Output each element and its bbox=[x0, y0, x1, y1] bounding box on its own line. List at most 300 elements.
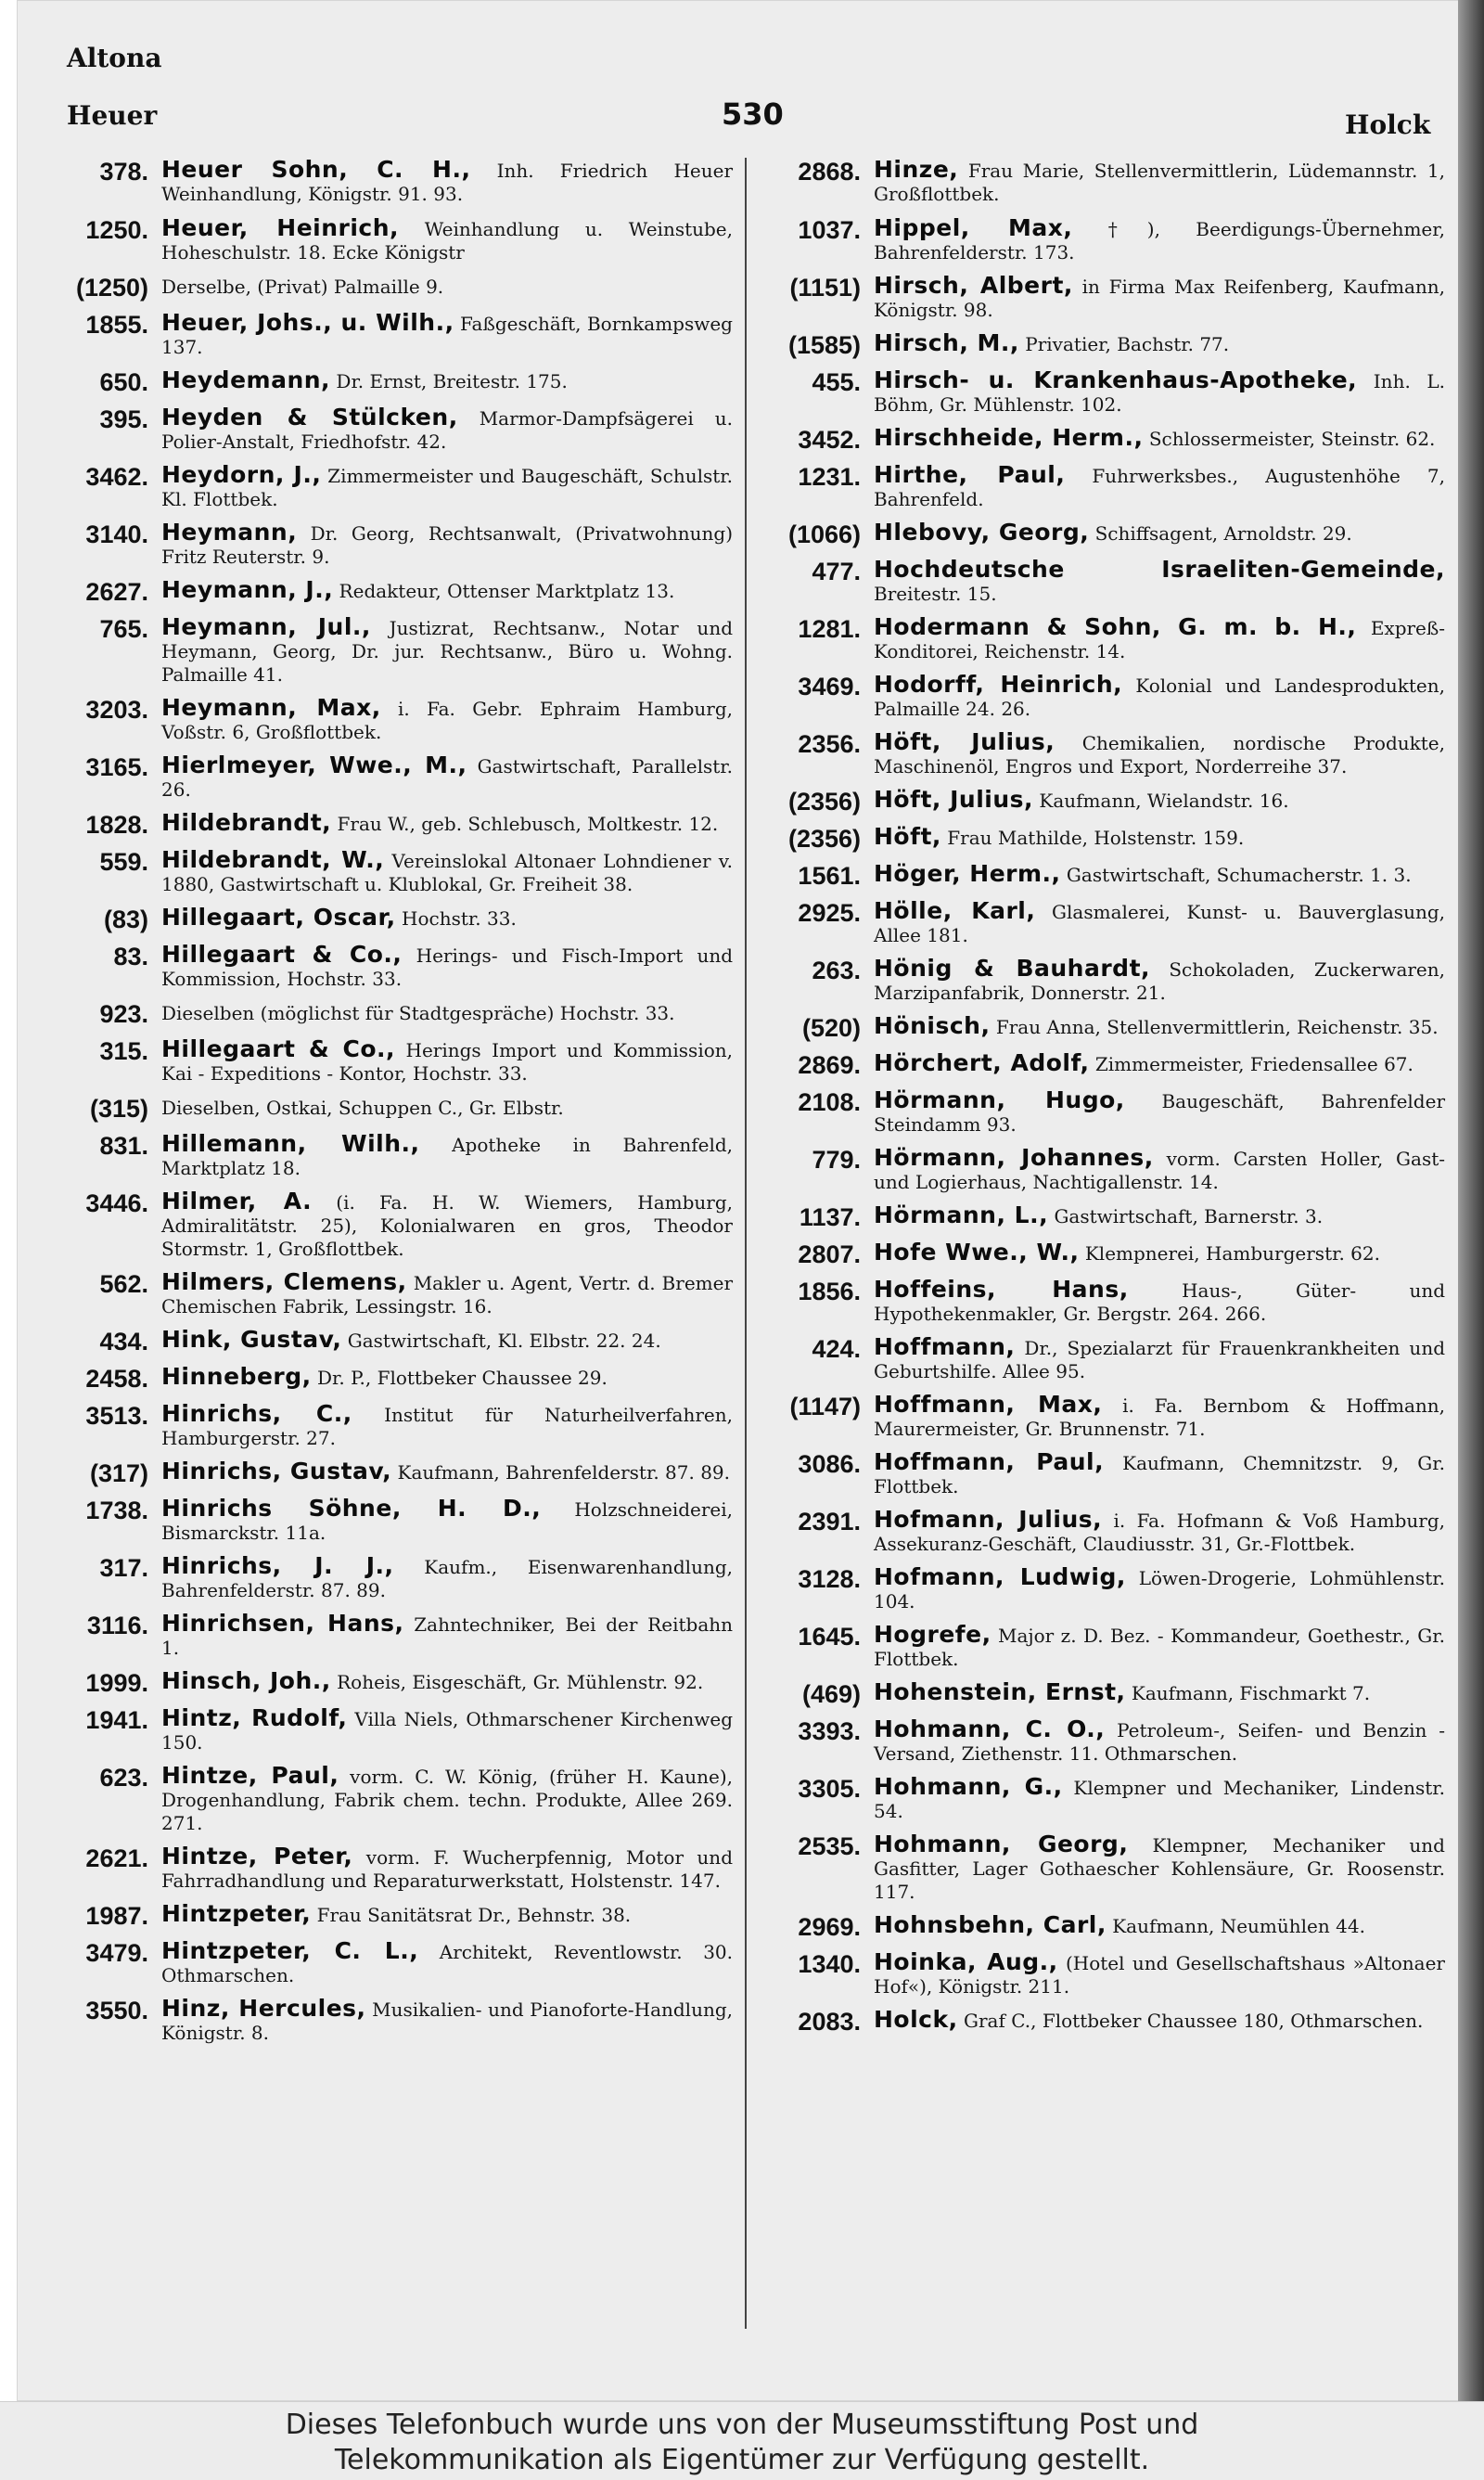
subscriber-details: Hochstr. 33. bbox=[402, 907, 517, 930]
phone-number: 315. bbox=[99, 1037, 148, 1065]
phone-number: 395. bbox=[99, 405, 148, 433]
phone-number: (2356) bbox=[787, 788, 861, 816]
subscriber-details: Kolonial und Landesprodukten, Palmaille 24. 26. bbox=[874, 675, 1446, 720]
subscriber-details: Glasmalerei, Kunst- u. Bauverglasung, Allee 181. bbox=[874, 901, 1445, 946]
subscriber-details: Justizrat, Rechtsanw., Notar und Heymann, Georg, Dr. jur. Rechtsanw., Büro u. Wohng. Palmaille 41. bbox=[161, 617, 733, 686]
entry-text bbox=[161, 1037, 733, 1086]
entry-text bbox=[874, 2008, 1445, 2033]
directory-entry bbox=[749, 1203, 1445, 1231]
entry-text bbox=[161, 906, 733, 931]
phone-number: 317. bbox=[99, 1554, 148, 1582]
directory-entry bbox=[37, 1669, 733, 1697]
subscriber-name: Hohmann, G., bbox=[874, 1773, 1063, 1800]
phone-number: 378. bbox=[99, 158, 148, 186]
subscriber-details: Klempner, Mechaniker und Gasfitter, Lager Gothaescher Kohlensäure, Gr. Roosenstr. 117. bbox=[874, 1834, 1445, 1903]
directory-entry bbox=[37, 1497, 733, 1545]
directory-entry bbox=[37, 1902, 733, 1930]
subscriber-details: Zahntechniker, Bei der Reitbahn 1. bbox=[161, 1613, 733, 1659]
subscriber-name: Hodermann & Sohn, G. m. b. H., bbox=[874, 613, 1357, 640]
phone-number: 1137. bbox=[799, 1203, 861, 1231]
entry-text bbox=[161, 1706, 733, 1754]
entry-text bbox=[161, 1497, 733, 1545]
entry-text bbox=[874, 1203, 1445, 1228]
directory-entry bbox=[37, 1612, 733, 1660]
phone-number: 3165. bbox=[85, 753, 148, 781]
entry-text bbox=[874, 1335, 1445, 1383]
directory-entry bbox=[37, 1000, 733, 1028]
directory-entry bbox=[749, 1950, 1445, 1998]
subscriber-details: Kaufmann, Chemnitzstr. 9, Gr. Flottbek. bbox=[874, 1452, 1446, 1497]
entry-text bbox=[874, 1680, 1445, 1705]
entry-text bbox=[161, 943, 733, 991]
page-number: 530 bbox=[722, 96, 784, 132]
subscriber-details: Apotheke in Bahrenfeld, Marktplatz 18. bbox=[161, 1134, 734, 1179]
directory-entry bbox=[37, 1132, 733, 1180]
subscriber-details: i. Fa. Gebr. Ephraim Hamburg, Voßstr. 6, Großflottbek. bbox=[161, 698, 734, 743]
subscriber-name: Hinrichs, Gustav, bbox=[161, 1458, 392, 1484]
subscriber-name: Hintzpeter, bbox=[161, 1900, 312, 1927]
subscriber-details: Frau Marie, Stellenvermittlerin, Lüdemannstr. 1, Großflottbek. bbox=[874, 160, 1446, 205]
directory-entry bbox=[749, 274, 1445, 322]
directory-entry bbox=[749, 1832, 1445, 1904]
directory-entry bbox=[749, 1450, 1445, 1498]
subscriber-name: Höger, Herm., bbox=[874, 860, 1061, 887]
subscriber-name: Hilmers, Clemens, bbox=[161, 1268, 407, 1295]
subscriber-details: Inh. L. Böhm, Gr. Mühlenstr. 102. bbox=[874, 370, 1446, 416]
phone-number: 3203. bbox=[85, 696, 148, 724]
directory-entry bbox=[37, 368, 733, 396]
subscriber-name: Hildebrandt, W., bbox=[161, 846, 385, 873]
subscriber-details: Makler u. Agent, Vertr. d. Bremer Chemischen Fabrik, Lessingstr. 16. bbox=[161, 1272, 734, 1317]
phone-number: (315) bbox=[89, 1095, 148, 1123]
subscriber-name: Heydorn, J., bbox=[161, 461, 322, 488]
subscriber-name: Hohmann, C. O., bbox=[874, 1715, 1106, 1742]
phone-number: (2356) bbox=[787, 825, 861, 853]
subscriber-name: Höft, Julius, bbox=[874, 728, 1055, 755]
directory-entry bbox=[37, 1554, 733, 1602]
entry-text bbox=[161, 1328, 733, 1353]
subscriber-details: Musikalien- und Pianoforte-Handlung, Königstr. 8. bbox=[161, 1998, 733, 2044]
directory-entry bbox=[749, 957, 1445, 1005]
phone-number: 1855. bbox=[85, 311, 148, 339]
phone-number: 3393. bbox=[798, 1717, 861, 1745]
phone-number: (1066) bbox=[787, 520, 861, 548]
subscriber-name: Höft, Julius, bbox=[874, 786, 1034, 813]
directory-entry bbox=[37, 1189, 733, 1261]
subscriber-details: Zimmermeister und Baugeschäft, Schulstr. Kl. Flottbek. bbox=[161, 465, 733, 510]
phone-number: 650. bbox=[99, 368, 148, 396]
subscriber-details: Vereinslokal Altonaer Lohndiener v. 1880, Gastwirtschaft u. Klublokal, Gr. Freiheit 38. bbox=[161, 850, 734, 895]
subscriber-details: Dieselben (möglichst für Stadtgespräche) Hochstr. 33. bbox=[161, 1002, 675, 1024]
subscriber-name: Heymann, J., bbox=[161, 576, 334, 603]
phone-number: 2621. bbox=[85, 1844, 148, 1872]
entry-text bbox=[874, 1832, 1445, 1904]
phone-number: 2925. bbox=[798, 899, 861, 927]
phone-number: 2535. bbox=[798, 1832, 861, 1860]
phone-number: 424. bbox=[812, 1335, 861, 1363]
subscriber-name: Hönisch, bbox=[874, 1012, 991, 1039]
directory-entry bbox=[749, 1623, 1445, 1671]
directory-entry bbox=[37, 311, 733, 359]
phone-number: 831. bbox=[99, 1132, 148, 1160]
directory-entry bbox=[749, 1913, 1445, 1941]
subscriber-details: Gastwirtschaft, Barnerstr. 3. bbox=[1054, 1205, 1324, 1227]
directory-entry bbox=[37, 1939, 733, 1987]
directory-entry bbox=[37, 463, 733, 511]
subscriber-name: Hörchert, Adolf, bbox=[874, 1049, 1090, 1076]
phone-number: 3305. bbox=[798, 1775, 861, 1803]
directory-entry bbox=[37, 906, 733, 933]
entry-text bbox=[874, 1623, 1445, 1671]
phone-number: 455. bbox=[812, 368, 861, 396]
directory-entry bbox=[749, 862, 1445, 890]
phone-number: 3140. bbox=[85, 520, 148, 548]
subscriber-name: Heymann, Max, bbox=[161, 694, 381, 721]
directory-entry bbox=[749, 331, 1445, 359]
phone-number: 1340. bbox=[798, 1950, 861, 1978]
subscriber-name: Hippel, Max, bbox=[874, 214, 1073, 241]
subscriber-details: Frau Anna, Stellenvermittlerin, Reichenstr. 35. bbox=[995, 1016, 1439, 1038]
directory-entry bbox=[749, 1680, 1445, 1708]
subscriber-name: Hillegaart & Co., bbox=[161, 1035, 395, 1062]
directory-entry bbox=[749, 158, 1445, 206]
entry-text bbox=[874, 558, 1445, 606]
subscriber-details: Chemikalien, nordische Produkte, Maschinenöl, Engros und Export, Norderreihe 37. bbox=[874, 732, 1445, 777]
subscriber-details: in Firma Max Reifenberg, Kaufmann, Königstr. 98. bbox=[874, 276, 1445, 321]
phone-number: 2868. bbox=[798, 158, 861, 186]
directory-entry bbox=[37, 1997, 733, 2045]
phone-number: 3479. bbox=[85, 1939, 148, 1967]
entry-text bbox=[161, 1095, 733, 1120]
subscriber-name: Heyden & Stülcken, bbox=[161, 404, 458, 430]
subscriber-name: Hochdeutsche Israeliten-Gemeinde, bbox=[874, 556, 1445, 583]
entry-text bbox=[874, 1565, 1445, 1613]
entry-text bbox=[161, 216, 733, 264]
subscriber-name: Hörmann, Johannes, bbox=[874, 1144, 1154, 1171]
entry-text bbox=[874, 1051, 1445, 1076]
subscriber-details: Dr. Georg, Rechtsanwalt, (Privatwohnung) Fritz Reuterstr. 9. bbox=[161, 522, 733, 568]
directory-entry bbox=[749, 1240, 1445, 1268]
entry-text bbox=[161, 1000, 733, 1025]
subscriber-details: Fuhrwerksbes., Augustenhöhe 7, Bahrenfeld. bbox=[874, 465, 1445, 510]
subscriber-details: Frau Mathilde, Holstenstr. 159. bbox=[947, 827, 1245, 849]
phone-number: 1231. bbox=[798, 463, 861, 491]
entry-text bbox=[161, 1132, 733, 1180]
entry-text bbox=[874, 862, 1445, 887]
subscriber-name: Hinrichs Söhne, H. D., bbox=[161, 1495, 542, 1522]
subscriber-details: Derselbe, (Privat) Palmaille 9. bbox=[161, 276, 444, 298]
phone-number: 3462. bbox=[85, 463, 148, 491]
phone-number: 83. bbox=[113, 943, 148, 970]
directory-entry bbox=[749, 1717, 1445, 1766]
subscriber-name: Hoffmann, Max, bbox=[874, 1391, 1103, 1418]
directory-entry bbox=[37, 1095, 733, 1123]
directory-entry bbox=[37, 1402, 733, 1450]
subscriber-name: Hilmer, A. bbox=[161, 1188, 313, 1214]
directory-entry bbox=[749, 1088, 1445, 1137]
subscriber-details: Graf C., Flottbeker Chaussee 180, Othmarschen. bbox=[963, 2010, 1424, 2032]
directory-entry bbox=[37, 848, 733, 896]
entry-text bbox=[874, 1146, 1445, 1194]
phone-number: 1645. bbox=[798, 1623, 861, 1651]
subscriber-name: Hinrichs, C., bbox=[161, 1400, 352, 1427]
phone-number: (83) bbox=[103, 906, 148, 933]
subscriber-name: Hohenstein, Ernst, bbox=[874, 1678, 1126, 1705]
directory-entry bbox=[749, 2008, 1445, 2036]
entry-text bbox=[874, 1088, 1445, 1137]
subscriber-name: Holck, bbox=[874, 2006, 958, 2033]
entry-text bbox=[161, 1844, 733, 1893]
directory-entry bbox=[37, 1328, 733, 1356]
entry-text bbox=[874, 216, 1445, 264]
entry-text bbox=[161, 520, 733, 569]
phone-number: 263. bbox=[812, 957, 861, 984]
entry-text bbox=[874, 1450, 1445, 1498]
phone-number: 3116. bbox=[86, 1612, 148, 1639]
directory-entry bbox=[749, 788, 1445, 816]
subscriber-name: Hinze, bbox=[874, 156, 959, 183]
entry-text bbox=[161, 1402, 733, 1450]
subscriber-details: Löwen-Drogerie, Lohmühlenstr. 104. bbox=[874, 1567, 1445, 1613]
subscriber-name: Heymann, bbox=[161, 519, 298, 546]
entry-text bbox=[874, 1717, 1445, 1766]
phone-number: (1151) bbox=[789, 274, 861, 302]
directory-entry bbox=[749, 558, 1445, 606]
subscriber-details: Klempnerei, Hamburgerstr. 62. bbox=[1084, 1242, 1380, 1265]
subscriber-name: Hirsch- u. Krankenhaus-Apotheke, bbox=[874, 366, 1358, 393]
subscriber-details: Klempner und Mechaniker, Lindenstr. 54. bbox=[874, 1777, 1445, 1822]
subscriber-details: Kaufmann, Neumühlen 44. bbox=[1112, 1915, 1365, 1937]
phone-number: 2969. bbox=[798, 1913, 861, 1941]
entry-text bbox=[161, 158, 733, 206]
directory-entry bbox=[749, 1051, 1445, 1079]
subscriber-details: vorm. F. Wucherpfennig, Motor und Fahrradhandlung und Reparaturwerkstatt, Holstenstr. 147. bbox=[161, 1846, 733, 1892]
subscriber-name: Hörmann, L., bbox=[874, 1201, 1049, 1228]
subscriber-name: Hirsch, M., bbox=[874, 329, 1019, 356]
directory-entry bbox=[749, 1278, 1445, 1326]
subscriber-details: Haus-, Güter- und Hypothekenmakler, Gr. Bergstr. 264. 266. bbox=[874, 1279, 1446, 1325]
entry-text bbox=[874, 730, 1445, 778]
scan-edge bbox=[1458, 0, 1484, 2401]
directory-entry bbox=[37, 1706, 733, 1754]
left-running-head: Heuer bbox=[67, 100, 158, 131]
directory-entry bbox=[37, 811, 733, 839]
subscriber-details: Marmor-Dampfsägerei u. Polier-Anstalt, Friedhofstr. 42. bbox=[161, 407, 733, 453]
subscriber-name: Hinrichs, J. J., bbox=[161, 1552, 394, 1579]
entry-text bbox=[161, 1554, 733, 1602]
entry-text bbox=[161, 1189, 733, 1261]
subscriber-details: Holzschneiderei, Bismarckstr. 11a. bbox=[161, 1498, 734, 1544]
subscriber-name: Hlebovy, Georg, bbox=[874, 519, 1090, 546]
entry-text bbox=[874, 1393, 1445, 1441]
phone-number: 1738. bbox=[85, 1497, 148, 1524]
directory-entry bbox=[749, 730, 1445, 778]
directory-entry bbox=[37, 615, 733, 687]
entry-text bbox=[161, 1939, 733, 1987]
entry-text bbox=[874, 426, 1445, 451]
directory-entry bbox=[37, 943, 733, 991]
subscriber-details: Kaufmann, Fischmarkt 7. bbox=[1131, 1682, 1371, 1704]
subscriber-name: Hoinka, Aug., bbox=[874, 1948, 1058, 1975]
subscriber-details: Schlossermeister, Steinstr. 62. bbox=[1148, 428, 1436, 450]
subscriber-details: Schokoladen, Zuckerwaren, Marzipanfabrik, Donnerstr. 21. bbox=[874, 958, 1445, 1004]
entry-text bbox=[161, 463, 733, 511]
city-heading: Altona bbox=[67, 43, 162, 73]
phone-number: 3086. bbox=[798, 1450, 861, 1478]
entry-text bbox=[161, 1612, 733, 1660]
subscriber-name: Hohmann, Georg, bbox=[874, 1831, 1129, 1857]
entry-text bbox=[161, 1669, 733, 1694]
phone-number: (1250) bbox=[75, 274, 148, 302]
subscriber-details: Dr., Spezialarzt für Frauenkrankheiten und Geburtshilfe. Allee 95. bbox=[874, 1337, 1445, 1382]
entry-text bbox=[874, 1240, 1445, 1266]
directory-entry bbox=[37, 520, 733, 569]
subscriber-details: Dr. P., Flottbeker Chaussee 29. bbox=[316, 1367, 608, 1389]
phone-number: (1147) bbox=[789, 1393, 861, 1420]
subscriber-name: Hintz, Rudolf, bbox=[161, 1704, 348, 1731]
subscriber-details: Zimmermeister, Friedensallee 67. bbox=[1094, 1053, 1414, 1075]
directory-entry bbox=[749, 1335, 1445, 1383]
subscriber-details: Breitestr. 15. bbox=[874, 583, 997, 605]
phone-number: (1585) bbox=[787, 331, 861, 359]
directory-entry bbox=[749, 426, 1445, 454]
subscriber-name: Hoffmann, Paul, bbox=[874, 1448, 1105, 1475]
subscriber-details: Herings- und Fisch-Import und Kommission, Hochstr. 33. bbox=[161, 944, 734, 990]
subscriber-name: Hinrichsen, Hans, bbox=[161, 1610, 404, 1637]
subscriber-details: Roheis, Eisgeschäft, Gr. Mühlenstr. 92. bbox=[337, 1671, 704, 1693]
phone-number: 779. bbox=[812, 1146, 861, 1174]
subscriber-name: Hoffeins, Hans, bbox=[874, 1276, 1129, 1303]
subscriber-details: Weinhandlung u. Weinstube, Hoheschulstr. 18. Ecke Königstr bbox=[161, 218, 734, 263]
phone-number: 1999. bbox=[85, 1669, 148, 1697]
entry-text bbox=[874, 274, 1445, 322]
entry-text bbox=[874, 788, 1445, 813]
directory-entry bbox=[37, 1037, 733, 1086]
footer-line-2: Telekommunikation als Eigentümer zur Verfügung gestellt. bbox=[334, 2444, 1150, 2476]
subscriber-name: Hillemann, Wilh., bbox=[161, 1130, 420, 1157]
phone-number: 3446. bbox=[85, 1189, 148, 1217]
directory-entry bbox=[37, 216, 733, 264]
subscriber-details: Dr. Ernst, Breitestr. 175. bbox=[336, 370, 568, 392]
entry-text bbox=[161, 615, 733, 687]
phone-number: 923. bbox=[99, 1000, 148, 1028]
subscriber-details: Herings Import und Kommission, Kai - Expeditions - Kontor, Hochstr. 33. bbox=[161, 1039, 733, 1085]
subscriber-name: Hogrefe, bbox=[874, 1621, 991, 1648]
phone-number: 1987. bbox=[85, 1902, 148, 1930]
subscriber-name: Hink, Gustav, bbox=[161, 1326, 342, 1353]
phone-number: (469) bbox=[801, 1680, 861, 1708]
subscriber-name: Hintzpeter, C. L., bbox=[161, 1937, 419, 1964]
subscriber-name: Hofe Wwe., W., bbox=[874, 1239, 1080, 1266]
left-column bbox=[37, 148, 733, 2045]
entry-text bbox=[874, 1278, 1445, 1326]
entry-text bbox=[874, 673, 1445, 721]
subscriber-details: Institut für Naturheilverfahren, Hamburgerstr. 27. bbox=[161, 1404, 733, 1449]
entry-text bbox=[874, 1913, 1445, 1938]
directory-entry bbox=[37, 405, 733, 454]
subscriber-name: Hierlmeyer, Wwe., M., bbox=[161, 752, 467, 778]
subscriber-details: Faßgeschäft, Bornkampsweg 137. bbox=[161, 313, 733, 358]
subscriber-name: Hodorff, Heinrich, bbox=[874, 671, 1123, 698]
subscriber-name: Heydemann, bbox=[161, 366, 331, 393]
phone-number: 434. bbox=[99, 1328, 148, 1356]
phone-number: 2083. bbox=[798, 2008, 861, 2036]
subscriber-name: Hinsch, Joh., bbox=[161, 1667, 331, 1694]
phone-number: 477. bbox=[812, 558, 861, 585]
directory-entry bbox=[37, 578, 733, 606]
subscriber-name: Heuer Sohn, C. H., bbox=[161, 156, 471, 183]
subscriber-details: Kaufmann, Wielandstr. 16. bbox=[1039, 790, 1289, 812]
directory-entry bbox=[749, 825, 1445, 853]
subscriber-name: Heymann, Jul., bbox=[161, 613, 371, 640]
subscriber-details: i. Fa. Bernbom & Hoffmann, Maurermeister, Gr. Brunnenstr. 71. bbox=[874, 1394, 1445, 1440]
phone-number: 2108. bbox=[798, 1088, 861, 1116]
subscriber-name: Hirsch, Albert, bbox=[874, 272, 1073, 299]
entry-text bbox=[874, 331, 1445, 356]
phone-number: 765. bbox=[99, 615, 148, 643]
phone-number: 3452. bbox=[798, 426, 861, 454]
subscriber-name: Heuer, Heinrich, bbox=[161, 214, 400, 241]
entry-text bbox=[874, 158, 1445, 206]
entry-text bbox=[161, 1997, 733, 2045]
subscriber-details: Petroleum-, Seifen- und Benzin - Versand, Ziethenstr. 11. Othmarschen. bbox=[874, 1719, 1445, 1765]
entry-text bbox=[161, 848, 733, 896]
subscriber-name: Hirthe, Paul, bbox=[874, 461, 1066, 488]
directory-entry bbox=[749, 1393, 1445, 1441]
phone-number: 3513. bbox=[85, 1402, 148, 1430]
entry-text bbox=[161, 753, 733, 802]
subscriber-name: Hillegaart, Oscar, bbox=[161, 904, 396, 931]
directory-entry bbox=[749, 1565, 1445, 1613]
phone-number: 623. bbox=[99, 1764, 148, 1792]
subscriber-details: Inh. Friedrich Heuer Weinhandlung, Königstr. 91. 93. bbox=[161, 160, 733, 205]
entry-text bbox=[161, 405, 733, 454]
directory-entry bbox=[37, 1365, 733, 1393]
entry-text bbox=[161, 696, 733, 744]
directory-entry bbox=[749, 1775, 1445, 1823]
directory-entry bbox=[749, 1508, 1445, 1556]
directory-entry bbox=[37, 1459, 733, 1487]
entry-text bbox=[874, 957, 1445, 1005]
phone-number: 2356. bbox=[798, 730, 861, 758]
directory-entry bbox=[749, 520, 1445, 548]
subscriber-details: Dieselben, Ostkai, Schuppen C., Gr. Elbstr. bbox=[161, 1097, 564, 1119]
entry-text bbox=[874, 463, 1445, 511]
phone-number: 2807. bbox=[798, 1240, 861, 1268]
subscriber-details: (Hotel und Gesellschaftshaus »Altonaer Hof«), Königstr. 211. bbox=[874, 1952, 1445, 1998]
subscriber-details: Baugeschäft, Bahrenfelder Steindamm 93. bbox=[874, 1090, 1446, 1136]
subscriber-name: Hohnsbehn, Carl, bbox=[874, 1911, 1107, 1938]
subscriber-details: Architekt, Reventlowstr. 30. Othmarschen. bbox=[161, 1941, 733, 1986]
entry-text bbox=[874, 520, 1445, 546]
subscriber-details: (i. Fa. H. W. Wiemers, Hamburg, Admiralitätstr. 25), Kolonialwaren en gros, Theodor Stormstr. 1, Großflottbek. bbox=[161, 1191, 734, 1260]
subscriber-name: Hofmann, Julius, bbox=[874, 1506, 1103, 1533]
subscriber-details: Frau Sanitätsrat Dr., Behnstr. 38. bbox=[316, 1904, 632, 1926]
directory-entry bbox=[749, 463, 1445, 511]
directory-entry bbox=[749, 1146, 1445, 1194]
subscriber-details: Villa Niels, Othmarschener Kirchenweg 150. bbox=[161, 1708, 734, 1754]
entry-text bbox=[161, 311, 733, 359]
phone-number: (520) bbox=[801, 1014, 861, 1042]
subscriber-details: i. Fa. Hofmann & Voß Hamburg, Assekuranz-Geschäft, Claudiusstr. 31, Gr.-Flottbek. bbox=[874, 1510, 1445, 1555]
entry-text bbox=[874, 825, 1445, 850]
subscriber-details: Gastwirtschaft, Kl. Elbstr. 22. 24. bbox=[347, 1330, 661, 1352]
subscriber-details: Frau W., geb. Schlebusch, Moltkestr. 12. bbox=[337, 813, 719, 835]
footer-notice bbox=[0, 2401, 1484, 2480]
entry-text bbox=[874, 899, 1445, 947]
directory-entry bbox=[749, 673, 1445, 721]
subscriber-details: Kaufm., Eisenwarenhandlung, Bahrenfelderstr. 87. 89. bbox=[161, 1556, 733, 1601]
